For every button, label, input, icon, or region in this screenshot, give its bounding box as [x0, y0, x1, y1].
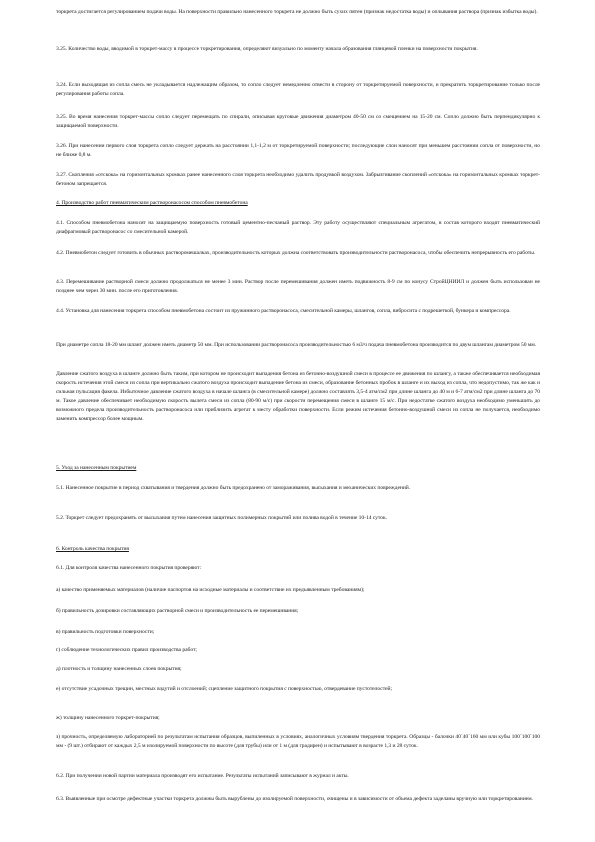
section-heading: 4. Производство работ пневматическим растворонасосом способом пневмобетона [56, 200, 248, 206]
paragraph: 5.2. Торкрет следует предохранять от высыхания путем нанесения защитных полимерных покрытий или полива водой в течение 10-14 суток. [56, 515, 387, 521]
paragraph: д) плотность и толщину нанесенных слоев покрытия; [56, 666, 182, 672]
paragraph: ж) толщину нанесенного торкрет-покрытия; [56, 715, 160, 721]
paragraph: 3.25. Количество воды, вводимой в торкрет-массу в процессе торкретирования, определяют визуально по моменту начала образования глянцевой пленки на поверхности покрытия. [56, 46, 478, 52]
paragraph: з) прочность, определяемую лабораторией по результатам испытания образцов, выпиленных в условиях, аналогичных условиям твердения торкрета. Образцы - балочки 40´40´160 мм или кубы 100´100´100 мм - (9 шт.) отбирают от каждых 2,5 м изолируемой поверхности по высоте (для трубы) или от 1 м (для градирен) и испытывают в возрасте 1,3 и 28 суток. [56, 734, 540, 749]
paragraph: 4.1. Способом пневмобетона наносят на защищаемую поверхность готовый цементно-песчаный раствор. Эту работу осуществляют специальным агрегатом, в состав которого входят пневматический диафрагмовый растворонасос со смесительной камерой. [56, 220, 540, 235]
paragraph: 6.3. Выявленные при осмотре дефектные участки торкрета должны быть вырублены до изолируемой поверхности, очищены и в зависимости от объема дефекта заделаны вручную или торкретированием. [56, 796, 533, 802]
paragraph: 4.4. Установка для нанесения торкрета способом пневмобетона состоит из пружинного растворонасоса, смесительной камеры, шлангов, сопла, вибросита с подрешеткой, бункера и компрессора. [56, 308, 511, 314]
paragraph: е) отсутствие усадочных трещин, местных вздутий и отслоений; сцепление защитного покрытия с поверхностью, отвердевание пустотелостей; [56, 686, 393, 692]
paragraph: 3.24. Если выходящая из сопла смесь не укладывается надлежащим образом, то сопло следует немедленно отвести в сторону от торкретируемой поверхности, и прекратить торкретирование только после регулирования работы сопла. [56, 82, 540, 97]
section-heading: 5. Уход за нанесенным покрытием [56, 465, 137, 471]
paragraph: г) соблюдение технологических правил производства работ; [56, 647, 197, 653]
paragraph: 5.1. Нанесенное покрытие в период схватывания и твердения должно быть предохранено от замораживания, высыхания и механических повреждений. [56, 485, 411, 491]
paragraph: 4.2. Пневмобетон следует готовить в обычных растворомешалках, производительность которых должна соответствовать производительности растворонасоса, чтобы обеспечить непрерывность его работы. [56, 250, 536, 256]
paragraph: При диаметре сопла 18-20 мм шланг должен иметь диаметр 50 мм. При использовании растворонасоса производительностью 6 м3/ч подача пневмобетона производится по двум шлангам диаметром 50 мм. [56, 342, 537, 348]
paragraph: 4.3. Перемешивание растворной смеси должно продолжаться не менее 3 мин. Раствор после перемешивания должен иметь подвижность 8-9 см по конусу СтройЦНИИЛ и должен быть использован не позднее чем через 30 мин. после его приготовления. [56, 279, 540, 294]
paragraph: Давление сжатого воздуха в шланге должно быть таким, при котором не происходит выпадения бетона из бетонно-воздушной смеси в процессе ее движения по шлангу, а также обеспечивается необходимая скорость истечения этой смеси из сопла при вертикально сжатого воздуха происходит выпадение бетона из смеси, образование бетонных пробок в шланге и их выход из сопла, что недопустимо, так же как и сильная пульсация факела. Избыточное давление сжатого воздуха в начале шланга (в смесительной камере) должно составлять 3,5-4 атм/см2 при длине шланга до 40 м и 6-7 атм/см2 при длине шланга до 70 м. Такое давление обеспечивает необходимую скорость вылета смеси из сопла (80-90 м/с) при скорости перемещения смеси в шланге 15 м/с. При недостатке сжатого воздуха необходимо уменьшить до возможного предела производительность растворонасоса или приблизить агрегат к месту обработки поверхности. Если режим истечения бетонно-воздушной смеси из сопла не получается, необходимо заменить компрессор более мощным. [56, 371, 540, 422]
paragraph: 3.27. Скопления «отскока» на горизонтальных кромках ранее нанесенного слоя торкрета необходимо удалить продувкой воздухом. Забрызгивание скоплений «отскока» на горизонтальных кромках торкрет-бетоном запрещается. [56, 172, 540, 187]
paragraph: 6.2. При получении новой партии материала производят его испытание. Результаты испытаний записывают в журнал и акты. [56, 773, 349, 779]
section-heading: 6. Контроль качества покрытия [56, 546, 129, 552]
paragraph: а) качество применяемых материалов (наличие паспортов на исходные материалы и соответствие их предъявленным требованиям); [56, 587, 365, 593]
paragraph: в) правильность подготовки поверхности; [56, 629, 155, 635]
paragraph: 6.1. Для контроля качества нанесенного покрытия проверяют: [56, 565, 202, 571]
paragraph: 3.26. При нанесении первого слоя торкрета сопло следует держать на расстоянии 1,1-1,2 м от торкретируемой поверхности; последующие слои наносят при меньшем расстоянии сопла от поверхности, но не ближе 0,8 м. [56, 143, 540, 158]
paragraph: торкрета достигается регулированием подачи воды. На поверхности правильно нанесенного торкрета не должно быть сухих пятен (признак недостатка воды) и оплывания раствора (признак избытка воды). [56, 9, 538, 15]
paragraph: б) правильность дозировки составляющих растворной смеси и производительность ее перемешивания; [56, 608, 299, 614]
paragraph: 3.25. Во время нанесения торкрет-массы сопло следует перемещать по спирали, описывая круговые движения диаметром 40-50 см со смещением на 15-20 см. Сопло должно быть перпендикулярно к защищаемой поверхности. [56, 114, 540, 129]
